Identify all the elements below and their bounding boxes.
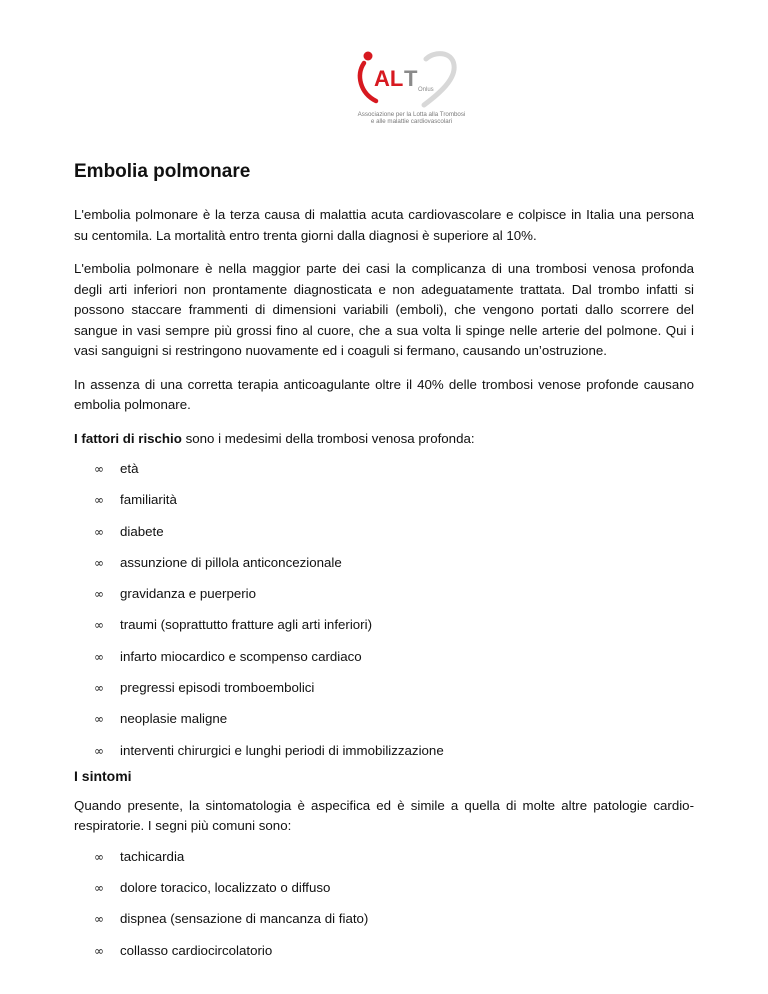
symptoms-intro: Quando presente, la sintomatologia è aspecifica ed è simile a quella di molte altre patologie cardio-respiratorie. I segni più comuni sono: [74,797,694,834]
list-item [94,909,694,940]
document-content [74,158,694,972]
list-item [94,741,694,766]
list-item [94,522,694,553]
logo-caption-line-2: e alle malattie cardiovascolari [370,118,453,125]
infinity-bullet-icon: ∞ [94,462,104,476]
symptoms-list [74,847,694,972]
list-item-text: diabete [120,523,164,539]
infinity-bullet-icon: ∞ [94,618,104,633]
list-item [94,615,694,646]
infinity-bullet-icon: ∞ [94,849,104,864]
infinity-bullet-icon: ∞ [94,587,104,602]
list-item-text: assunzione di pillola anticoncezionale [120,554,342,570]
list-item [94,847,694,878]
list-item [94,678,694,709]
infinity-bullet-icon: ∞ [94,943,104,958]
infinity-bullet-icon: ∞ [94,681,104,696]
list-item-text: gravidanza e puerperio [120,586,257,602]
infinity-bullet-icon: ∞ [94,743,104,758]
logo-caption [354,111,469,125]
risk-factors-heading [74,429,694,450]
list-item [94,647,694,678]
logo-letter-t: T [404,66,418,91]
infinity-bullet-icon: ∞ [94,555,104,570]
infinity-bullet-icon: ∞ [94,649,104,664]
list-item-text: dispnea (sensazione di mancanza di fiato) [120,911,369,927]
infinity-bullet-icon: ∞ [94,912,104,927]
paragraph-intro: L'embolia polmonare è la terza causa di malattia acuta cardiovascolare e colpisce in Italia una persona su centomila. La mortalità entro trenta giorni dalla diagnosi è superiore al 10%. [74,207,694,243]
infinity-bullet-icon: ∞ [94,880,104,895]
list-item [94,553,694,584]
alt-logo-graphic [354,49,469,111]
list-item-text: tachicardia [120,848,185,864]
list-item-text: pregressi episodi tromboembolici [120,680,315,696]
risk-factors-heading-bold: I fattori di rischio [74,430,182,446]
logo-caption-line-1: Associazione per la Lotta alla Trombosi [357,111,466,118]
list-item-text: infarto miocardico e scompenso cardiaco [120,648,362,664]
logo-letter-al: AL [374,66,404,91]
paragraph-statistic: In assenza di una corretta terapia anticoagulante oltre il 40% delle trombosi venose profonde causano embolia polmonare. [74,376,694,412]
list-item [94,878,694,909]
alt-logo [354,49,469,129]
list-item-text: dolore toracico, localizzato o diffuso [120,879,331,895]
list-item [94,709,694,740]
list-item [94,459,694,490]
infinity-bullet-icon: ∞ [94,493,104,508]
infinity-bullet-icon: ∞ [94,712,104,727]
logo-badge: Onlus [418,87,434,93]
list-item-text: familiarità [120,492,177,508]
list-item [94,490,694,521]
risk-factors-heading-rest: sono i medesimi della trombosi venosa profonda: [181,430,475,446]
page-title: Embolia polmonare [74,161,251,182]
list-item [94,941,694,972]
list-item-text: neoplasie maligne [120,711,228,727]
list-item-text: interventi chirurgici e lunghi periodi di immobilizzazione [120,742,444,758]
list-item [94,584,694,615]
risk-factors-list [74,459,694,766]
list-item-text: traumi (soprattutto fratture agli arti inferiori) [120,617,372,633]
list-item-text: età [120,461,139,476]
symptoms-heading: I sintomi [74,767,132,784]
infinity-bullet-icon: ∞ [94,524,104,539]
list-item-text: collasso cardiocircolatorio [120,942,273,958]
paragraph-cause: L'embolia polmonare è nella maggior parte dei casi la complicanza di una trombosi venosa profonda degli arti inferiori non prontamente diagnosticata e non adeguatamente trattata. Dal trombo infatti si possono staccare frammenti di dimensioni variabili (emboli), che vengono portati dallo scorrere del sangue in vasi sempre più grossi fino al cuore, che a sua volta li spinge nelle arterie del polmone. Qui i vasi sanguigni si restringono nuovamente ed i coaguli si fermano, causando un’ostruzione. [74,261,694,358]
